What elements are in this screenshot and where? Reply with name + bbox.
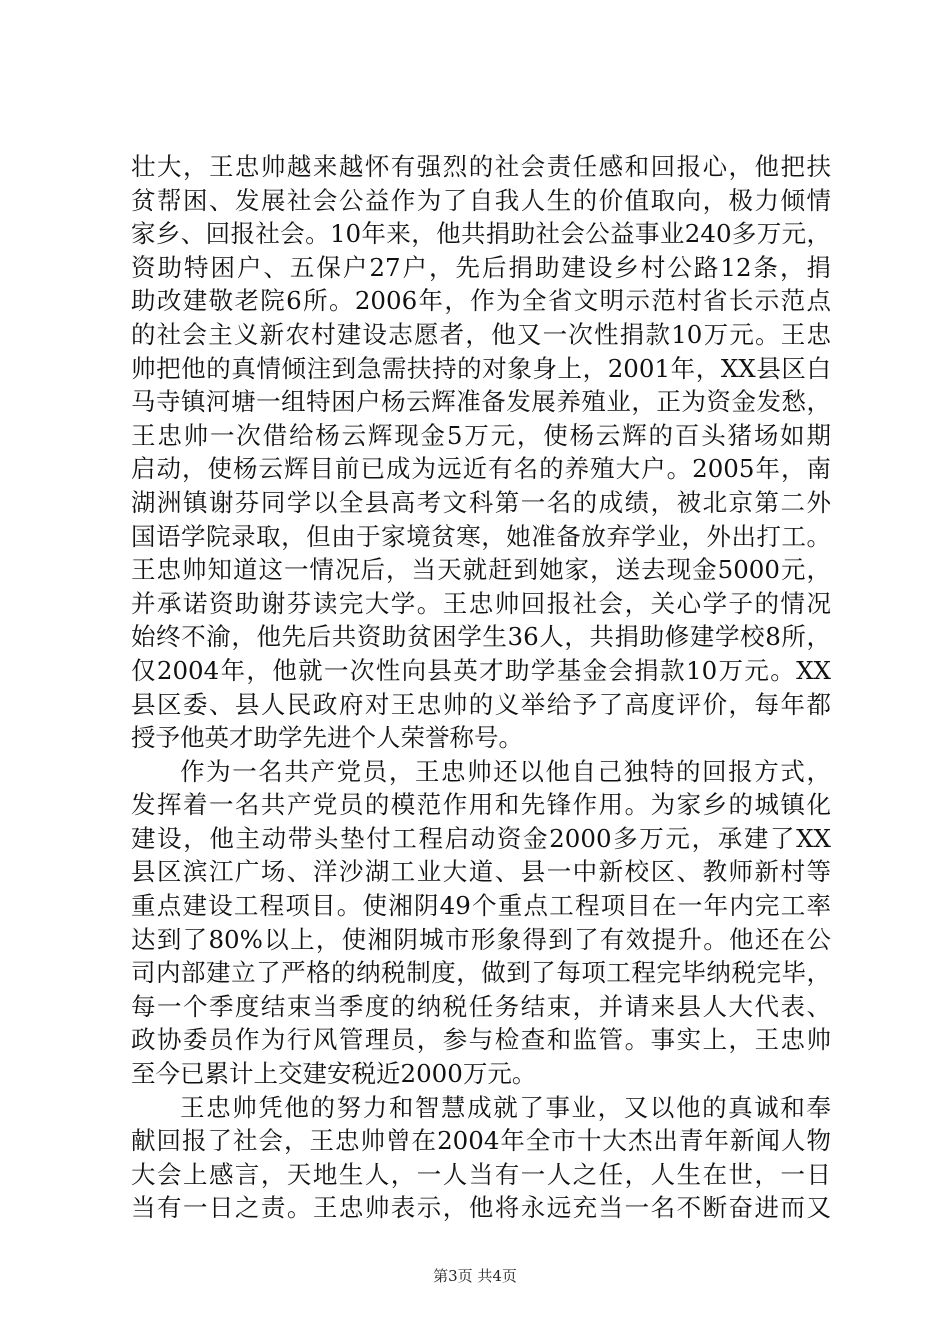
text-line: 达到了80%以上，使湘阴城市形象得到了有效提升。他还在公 [131, 924, 831, 954]
page-footer [0, 1266, 950, 1286]
text-line: 建设，他主动带头垫付工程启动资金2000多万元，承建了XX [131, 823, 831, 853]
text-line: 仅2004年，他就一次性向县英才助学基金会捐款10万元。XX [131, 655, 831, 685]
text-line: 始终不渝，他先后共资助贫困学生36人，共捐助修建学校8所， [131, 622, 831, 652]
text-line: 马寺镇河塘一组特困户杨云辉准备发展养殖业，正为资金发愁， [131, 387, 831, 417]
page-total: 共4页 [477, 1267, 517, 1285]
text-line: 县区委、县人民政府对王忠帅的义举给予了高度评价，每年都 [131, 689, 831, 719]
text-line: 当有一日之责。王忠帅表示，他将永远充当一名不断奋进而又 [131, 1193, 831, 1223]
text-line: 国语学院录取，但由于家境贫寒，她准备放弃学业，外出打工。 [131, 521, 831, 551]
text-line: 重点建设工程项目。使湘阴49个重点工程项目在一年内完工率 [131, 891, 831, 921]
paragraph-start-line: 作为一名共产党员，王忠帅还以他自己独特的回报方式， [180, 756, 831, 786]
page-number: 第3页 [433, 1267, 473, 1285]
text-line: 帅把他的真情倾注到急需扶持的对象身上，2001年，XX县区白 [131, 353, 831, 383]
text-line: 县区滨江广场、洋沙湖工业大道、县一中新校区、教师新村等 [131, 857, 831, 887]
text-line: 大会上感言，天地生人，一人当有一人之任，人生在世，一日 [131, 1159, 831, 1189]
text-line: 献回报了社会，王忠帅曾在2004年全市十大杰出青年新闻人物 [131, 1126, 831, 1156]
text-line: 王忠帅知道这一情况后，当天就赶到她家，送去现金5000元， [131, 555, 831, 585]
text-line: 司内部建立了严格的纳税制度，做到了每项工程完毕纳税完毕， [131, 958, 831, 988]
text-line: 湖洲镇谢芬同学以全县高考文科第一名的成绩，被北京第二外 [131, 487, 831, 517]
paragraph-end-line: 授予他英才助学先进个人荣誉称号。 [131, 723, 523, 753]
paragraph-end-line: 至今已累计上交建安税近2000万元。 [131, 1059, 537, 1089]
body-text [131, 150, 831, 1225]
text-line: 的社会主义新农村建设志愿者，他又一次性捐款10万元。王忠 [131, 319, 831, 349]
text-line: 家乡、回报社会。10年来，他共捐助社会公益事业240多万元， [131, 219, 831, 249]
text-line: 政协委员作为行风管理员，参与检查和监管。事实上，王忠帅 [131, 1025, 831, 1055]
text-line: 王忠帅一次借给杨云辉现金5万元，使杨云辉的百头猪场如期 [131, 420, 831, 450]
paragraph-start-line: 王忠帅凭他的努力和智慧成就了事业，又以他的真诚和奉 [180, 1092, 831, 1122]
text-line: 壮大，王忠帅越来越怀有强烈的社会责任感和回报心，他把扶 [131, 152, 831, 181]
text-line: 并承诺资助谢芬读完大学。王忠帅回报社会，关心学子的情况 [131, 588, 831, 618]
text-line: 发挥着一名共产党员的模范作用和先锋作用。为家乡的城镇化 [131, 790, 831, 820]
text-line: 贫帮困、发展社会公益作为了自我人生的价值取向，极力倾情 [131, 185, 831, 215]
text-line: 助改建敬老院6所。2006年，作为全省文明示范村省长示范点 [131, 286, 831, 316]
text-line: 每一个季度结束当季度的纳税任务结束，并请来县人大代表、 [131, 991, 831, 1021]
text-line: 资助特困户、五保户27户，先后捐助建设乡村公路12条，捐 [131, 252, 831, 282]
text-line: 启动，使杨云辉目前已成为远近有名的养殖大户。2005年，南 [131, 454, 831, 484]
